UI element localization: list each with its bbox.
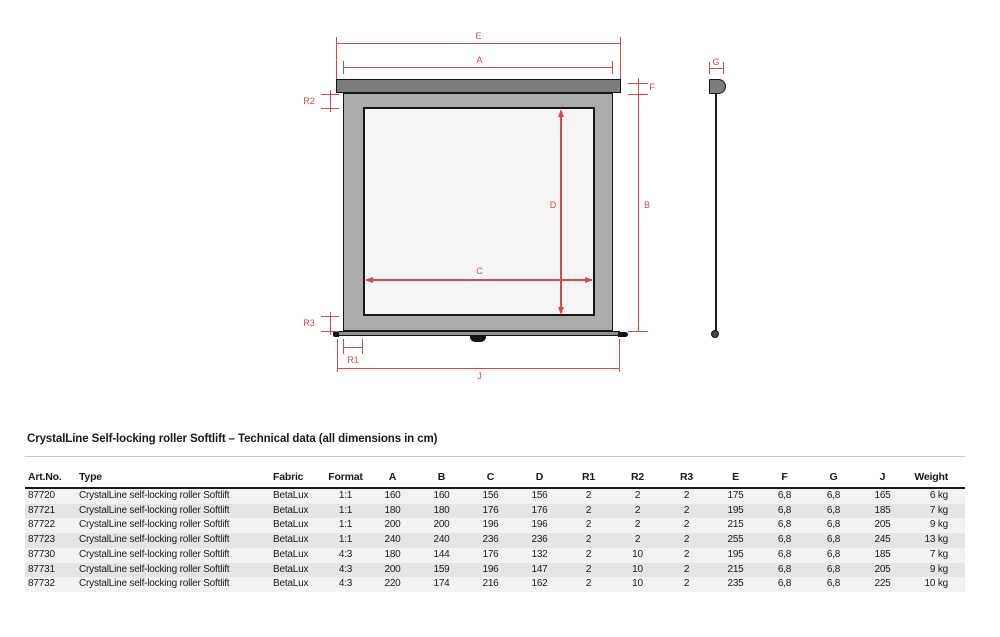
technical-data-table (25, 456, 965, 592)
table-cell: 156 (531, 490, 548, 501)
table-row (25, 518, 965, 533)
table-cell: 6 kg (929, 490, 948, 501)
table-cell: 185 (874, 548, 891, 560)
table-cell: 205 (874, 519, 891, 531)
table-cell: 235 (727, 578, 744, 590)
table-cell: CrystalLine self-locking roller Softlift (79, 490, 230, 501)
table-cell: 2 (683, 534, 690, 546)
table-cell: BetaLux (273, 578, 309, 590)
table-cell: 6,8 (777, 490, 792, 501)
dimension-label-r1: R1 (347, 355, 359, 365)
table-cell: 2 (634, 519, 641, 531)
table-cell: 195 (727, 548, 744, 560)
table-cell: 87732 (28, 578, 55, 590)
table-cell: 4:3 (338, 548, 353, 560)
dimension-arrow-d-bottom (558, 307, 564, 315)
table-row (25, 563, 965, 578)
dimension-tick-r2-bottom (321, 108, 339, 109)
table-cell: 87721 (28, 504, 55, 516)
pull-weight-ball (711, 330, 719, 338)
table-cell: 6,8 (777, 578, 792, 590)
table-cell: 165 (874, 490, 891, 501)
table-cell: 6,8 (826, 534, 841, 546)
table-cell: 196 (482, 519, 499, 531)
table-cell: 236 (482, 534, 499, 546)
table-cell: BetaLux (273, 519, 309, 531)
table-cell: CrystalLine self-locking roller Softlift (79, 548, 230, 560)
table-cell: 236 (531, 534, 548, 546)
table-cell: 132 (531, 548, 548, 560)
table-cell: 225 (874, 578, 891, 590)
table-cell: 87722 (28, 519, 55, 531)
screen-case-front (336, 79, 621, 93)
table-cell: 196 (482, 563, 499, 575)
table-cell: 180 (384, 548, 401, 560)
column-header: B (417, 457, 466, 488)
dimension-label-f: F (649, 82, 655, 92)
dimension-tick-b-bottom (628, 331, 648, 332)
table-header-row (25, 457, 965, 488)
table-cell: CrystalLine self-locking roller Softlift (79, 504, 230, 516)
table-row (25, 533, 965, 548)
dimension-line-b (638, 94, 639, 332)
table-cell: 6,8 (826, 490, 841, 501)
table-cell: 160 (433, 490, 450, 501)
table-row (25, 577, 965, 592)
pull-handle (470, 336, 486, 342)
spec-table (25, 457, 965, 592)
table-cell: 6,8 (777, 504, 792, 516)
table-cell: 2 (683, 578, 690, 590)
table-cell: 215 (727, 563, 744, 575)
table-cell: 2 (585, 504, 592, 516)
dimension-line-d (560, 112, 562, 311)
table-row (25, 488, 965, 504)
table-cell: 6,8 (826, 563, 841, 575)
table-cell: 147 (531, 563, 548, 575)
table-cell: 2 (585, 578, 592, 590)
table-cell: 6,8 (777, 563, 792, 575)
table-cell: 10 (632, 548, 643, 560)
table-cell: 87730 (28, 548, 55, 560)
column-header: Weight (907, 457, 965, 488)
table-cell: 200 (433, 519, 450, 531)
dimension-label-e: E (475, 31, 482, 41)
table-cell: 10 (632, 578, 643, 590)
dimension-line-a (343, 67, 613, 68)
dimension-label-d: D (549, 200, 557, 210)
dimension-label-c: C (476, 266, 483, 276)
table-cell: 196 (531, 519, 548, 531)
table-cell: BetaLux (273, 490, 309, 501)
table-cell: 159 (433, 563, 450, 575)
table-cell: 2 (683, 548, 690, 560)
table-cell: 6,8 (777, 548, 792, 560)
dimension-tick-r3-top (321, 316, 339, 317)
table-cell: BetaLux (273, 534, 309, 546)
table-cell: 4:3 (338, 578, 353, 590)
dimension-line-c (366, 279, 592, 281)
dimension-tick-r1-right (362, 339, 363, 354)
table-cell: 87731 (28, 563, 55, 575)
dimension-ext-e-right (620, 37, 621, 79)
table-cell: 176 (531, 504, 548, 516)
table-cell: 2 (683, 563, 690, 575)
table-cell: CrystalLine self-locking roller Softlift (79, 519, 230, 531)
dimension-label-j: J (477, 371, 482, 381)
table-cell: BetaLux (273, 563, 309, 575)
table-cell: 162 (531, 578, 548, 590)
table-cell: 2 (585, 534, 592, 546)
dimension-line-g (709, 68, 724, 69)
table-cell: 195 (727, 504, 744, 516)
page-title: CrystalLine Self-locking roller Softlift – Technical data (all dimensions in cm) (27, 433, 438, 445)
table-cell: 10 (632, 563, 643, 575)
column-header: R2 (613, 457, 662, 488)
column-header: Format (323, 457, 368, 488)
table-cell: 185 (874, 504, 891, 516)
table-cell: 6,8 (826, 504, 841, 516)
table-cell: 200 (384, 563, 401, 575)
dimension-tick-a-right (612, 61, 613, 74)
table-cell: 10 kg (924, 578, 948, 590)
column-header: J (858, 457, 907, 488)
column-header: Art.No. (25, 457, 77, 488)
table-cell: 2 (683, 519, 690, 531)
column-header: Fabric (271, 457, 323, 488)
table-cell: 2 (585, 548, 592, 560)
dimension-arrow-c-right (585, 277, 593, 283)
table-cell: 205 (874, 563, 891, 575)
table-cell: 2 (683, 504, 690, 516)
table-cell: BetaLux (273, 504, 309, 516)
table-cell: CrystalLine self-locking roller Softlift (79, 563, 230, 575)
column-header: F (760, 457, 809, 488)
table-cell: 2 (634, 490, 641, 501)
table-cell: 2 (634, 534, 641, 546)
table-cell: 2 (585, 519, 592, 531)
screen-fabric-side (715, 93, 717, 331)
table-cell: 6,8 (826, 548, 841, 560)
column-header: D (515, 457, 564, 488)
table-cell: 2 (634, 504, 641, 516)
table-cell: 215 (727, 519, 744, 531)
table-cell: 200 (384, 519, 401, 531)
table-cell: 9 kg (929, 519, 948, 531)
column-header: A (368, 457, 417, 488)
dimension-arrow-c-left (365, 277, 373, 283)
column-header: Type (77, 457, 271, 488)
table-cell: CrystalLine self-locking roller Softlift (79, 534, 230, 546)
table-cell: 1:1 (338, 504, 353, 516)
dimension-label-g: G (712, 57, 720, 67)
dimension-tick-r2-top (321, 94, 339, 95)
table-cell: 2 (585, 490, 592, 501)
table-cell: BetaLux (273, 548, 309, 560)
table-cell: 160 (384, 490, 401, 501)
dimension-tick-r3-bottom (321, 331, 339, 332)
table-cell: 6,8 (777, 534, 792, 546)
table-cell: 1:1 (338, 534, 353, 546)
table-cell: 2 (585, 563, 592, 575)
table-cell: 4:3 (338, 563, 353, 575)
table-cell: 180 (433, 504, 450, 516)
dimension-ext-j-right (619, 339, 620, 372)
column-header: R3 (662, 457, 711, 488)
dimension-label-a: A (476, 55, 483, 65)
table-cell: CrystalLine self-locking roller Softlift (79, 578, 230, 590)
dimension-line-e (336, 43, 621, 44)
dimension-tick-r1-left (343, 339, 344, 354)
table-cell: 87720 (28, 490, 55, 501)
dimension-label-r3: R3 (303, 318, 315, 328)
table-cell: 180 (384, 504, 401, 516)
table-cell: 6,8 (777, 519, 792, 531)
table-cell: 174 (433, 578, 450, 590)
table-cell: 7 kg (929, 504, 948, 516)
table-cell: 1:1 (338, 519, 353, 531)
table-cell: 176 (482, 548, 499, 560)
dimension-arrow-d-top (558, 109, 564, 117)
dimension-tick-f-top (628, 83, 648, 84)
table-cell: 176 (482, 504, 499, 516)
column-header: G (809, 457, 858, 488)
table-cell: 2 (683, 490, 690, 501)
column-header: C (466, 457, 515, 488)
table-cell: 245 (874, 534, 891, 546)
dimension-label-b: B (643, 200, 650, 210)
table-cell: 1:1 (338, 490, 353, 501)
table-cell: 216 (482, 578, 499, 590)
slat-end-cap-right (618, 332, 628, 337)
table-cell: 87723 (28, 534, 55, 546)
column-header: R1 (564, 457, 613, 488)
table-cell: 9 kg (929, 563, 948, 575)
dimension-ext-j-left (337, 339, 338, 372)
table-cell: 144 (433, 548, 450, 560)
table-cell: 6,8 (826, 578, 841, 590)
table-row (25, 504, 965, 519)
column-header: E (711, 457, 760, 488)
dimension-line-r1 (343, 347, 363, 348)
table-cell: 220 (384, 578, 401, 590)
screen-case-side-profile (709, 79, 726, 94)
table-cell: 6,8 (826, 519, 841, 531)
dimension-ext-e-left (336, 37, 337, 79)
table-cell: 7 kg (929, 548, 948, 560)
dimension-label-r2: R2 (303, 96, 315, 106)
table-row (25, 548, 965, 563)
table-cell: 156 (482, 490, 499, 501)
dimension-line-j (337, 368, 620, 369)
table-cell: 13 kg (924, 534, 948, 546)
table-cell: 240 (433, 534, 450, 546)
table-cell: 255 (727, 534, 744, 546)
table-cell: 175 (727, 490, 744, 501)
table-cell: 240 (384, 534, 401, 546)
dimension-tick-a-left (343, 61, 344, 74)
